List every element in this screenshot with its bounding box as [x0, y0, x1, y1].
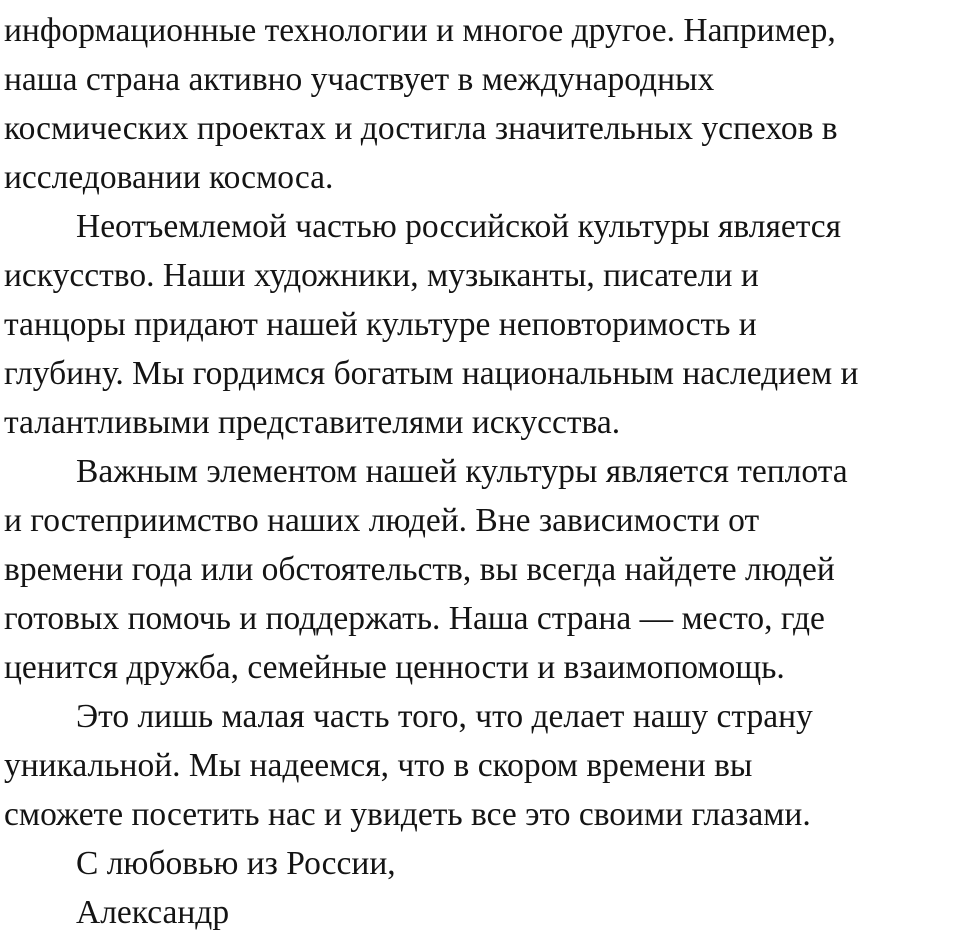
- paragraph-conclusion: [4, 692, 956, 839]
- letter-closing: С любовью из России,: [76, 845, 396, 882]
- text-line: талантливыми представителями искусства.: [4, 404, 621, 441]
- text-line: исследовании космоса.: [4, 159, 334, 196]
- text-line: сможете посетить нас и увидеть все это своими глазами.: [4, 796, 811, 833]
- text-line: искусство. Наши художники, музыканты, писатели и: [4, 257, 759, 294]
- text-line: информационные технологии и многое другое. Например,: [4, 12, 836, 49]
- paragraph-technology: [4, 6, 956, 202]
- letter-signature: Александр: [76, 894, 230, 931]
- text-line: Неотъемлемой частью российской культуры является: [76, 208, 842, 245]
- text-line: Важным элементом нашей культуры является теплота: [76, 453, 848, 490]
- text-line: ценится дружба, семейные ценности и взаимопомощь.: [4, 649, 785, 686]
- text-line: Это лишь малая часть того, что делает нашу страну: [76, 698, 813, 735]
- text-line: глубину. Мы гордимся богатым национальным наследием и: [4, 355, 859, 392]
- text-line: уникальной. Мы надеемся, что в скором времени вы: [4, 747, 753, 784]
- text-line: времени года или обстоятельств, вы всегда найдете людей: [4, 551, 835, 588]
- document-page: [4, 6, 956, 937]
- text-line: и гостеприимство наших людей. Вне зависимости от: [4, 502, 760, 539]
- text-line: космических проектах и достигла значительных успехов в: [4, 110, 838, 147]
- paragraph-hospitality: [4, 447, 956, 692]
- text-line: наша страна активно участвует в международных: [4, 61, 715, 98]
- text-line: готовых помочь и поддержать. Наша страна — место, где: [4, 600, 825, 637]
- text-line: танцоры придают нашей культуре неповторимость и: [4, 306, 757, 343]
- paragraph-art: [4, 202, 956, 447]
